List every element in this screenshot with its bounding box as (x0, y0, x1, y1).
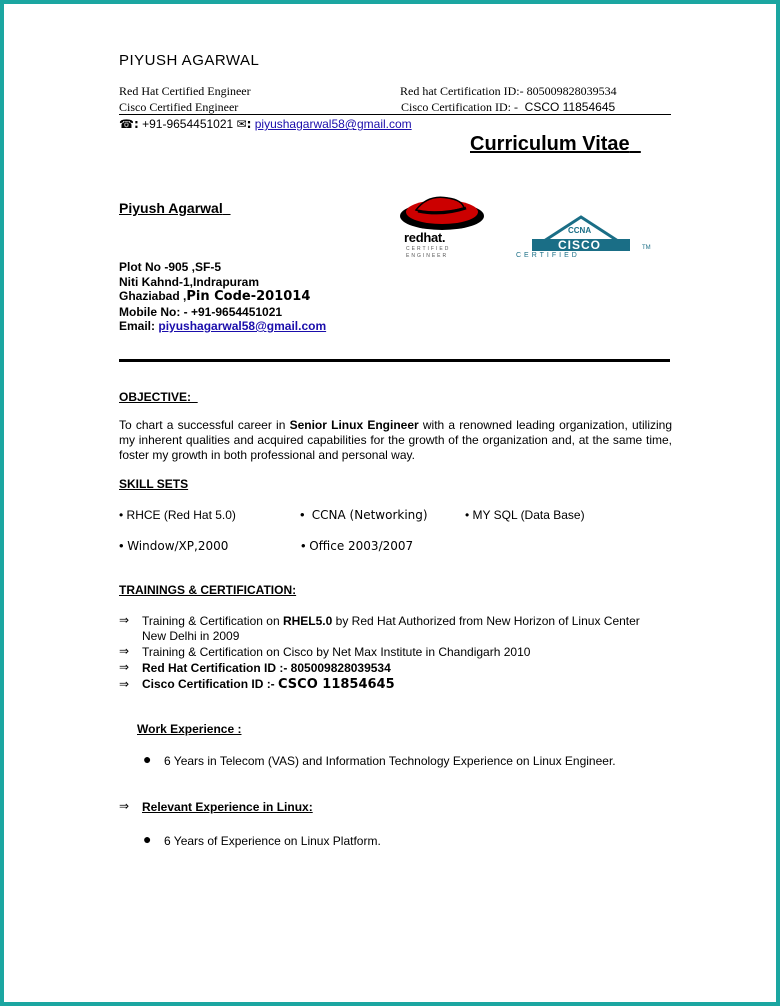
cert-left-2: Cisco Certified Engineer (119, 100, 239, 114)
redhat-hat-icon (398, 192, 488, 234)
cisco-tm: TM (642, 245, 651, 251)
header-divider (119, 114, 671, 115)
email-line (119, 319, 326, 333)
skill-item: • Office 2003/2007 (301, 538, 414, 553)
redhat-wordmark: redhat. (404, 230, 446, 245)
header-phone: +91-9654451021 (142, 117, 234, 131)
phone-icon: ☎: (119, 117, 139, 131)
skill-item: • RHCE (Red Hat 5.0) (119, 508, 236, 522)
cisco-id-label: Cisco Certification ID: - (401, 100, 518, 114)
cv-title: Curriculum Vitae (470, 133, 630, 155)
address-line-2: Niti Kahnd-1,Indrapuram (119, 275, 260, 289)
mail-icon: ✉: (236, 117, 252, 131)
redhat-sub-certified: CERTIFIED (406, 246, 451, 252)
city: Ghaziabad , (119, 289, 187, 303)
section-rule (119, 359, 670, 362)
redhat-id-value: 805009828039534 (526, 84, 617, 98)
address-line-1: Plot No -905 ,SF-5 (119, 260, 222, 274)
cisco-main-text: CISCO (558, 238, 602, 252)
work-heading: Work Experience : (137, 722, 242, 736)
arrow-icon: ⇒ (119, 644, 130, 658)
bullet-icon: ● (143, 751, 152, 767)
training-item-1: Training & Certification on RHEL5.0 by Red Hat Authorized from New Horizon of Linux Center (142, 614, 640, 628)
cert-left-1: Red Hat Certified Engineer (119, 84, 251, 98)
relevant-item: 6 Years of Experience on Linux Platform. (164, 834, 381, 848)
arrow-icon: ⇒ (119, 677, 130, 691)
cisco-ccna-text: CCNA (568, 226, 592, 235)
redhat-logo (398, 192, 488, 262)
redhat-id-label: Red hat Certification ID:- (400, 84, 524, 98)
objective-heading: OBJECTIVE: (119, 390, 192, 404)
training-item-1-cont: New Delhi in 2009 (142, 629, 240, 643)
header-name: PIYUSH AGARWAL (119, 52, 260, 69)
email-label: Email: (119, 319, 156, 333)
cisco-id-value: CSCO 11854645 (524, 100, 616, 114)
training-item-3: Red Hat Certification ID :- 805009828039534 (142, 661, 391, 675)
skills-heading: SKILL SETS (119, 477, 189, 491)
trainings-heading: TRAININGS & CERTIFICATION: (119, 583, 297, 597)
training-item-4: Cisco Certification ID :- CSCO 11854645 (142, 677, 395, 692)
cert-right-2 (401, 100, 615, 115)
relevant-heading: Relevant Experience in Linux: (142, 800, 313, 814)
personal-email-link[interactable]: piyushagarwal58@gmail.com (158, 319, 327, 333)
skill-item: • CCNA (Networking) (300, 507, 428, 522)
arrow-icon: ⇒ (119, 613, 130, 627)
cisco-ccna-logo (514, 215, 660, 265)
skill-item: • MY SQL (Data Base) (465, 508, 585, 522)
personal-name: Piyush Agarwal (119, 200, 223, 216)
bullet-icon: ● (143, 831, 152, 847)
arrow-icon: ⇒ (119, 799, 130, 813)
header-email-link[interactable]: piyushagarwal58@gmail.com (254, 117, 412, 131)
cisco-certified-text: CERTIFIED (516, 252, 580, 259)
work-item: 6 Years in Telecom (VAS) and Information Technology Experience on Linux Engineer. (164, 754, 616, 768)
mobile-line: Mobile No: - +91-9654451021 (119, 305, 283, 319)
city-line (119, 289, 310, 304)
training-item-2: Training & Certification on Cisco by Net Max Institute in Chandigarh 2010 (142, 645, 531, 659)
redhat-sub-engineer: ENGINEER (406, 253, 449, 259)
pin-code: Pin Code-201014 (186, 289, 311, 304)
arrow-icon: ⇒ (119, 660, 130, 674)
skill-item: • Window/XP,2000 (119, 538, 229, 553)
contact-line (119, 117, 412, 131)
cert-right-1 (400, 84, 617, 99)
objective-text: To chart a successful career in Senior Linux Engineer with a renowned leading organization, utilizing my inherent qualities and acquired capabilities for the growth of the organization and, at the same time, foster my growth in both professional and personal way. (119, 418, 673, 462)
